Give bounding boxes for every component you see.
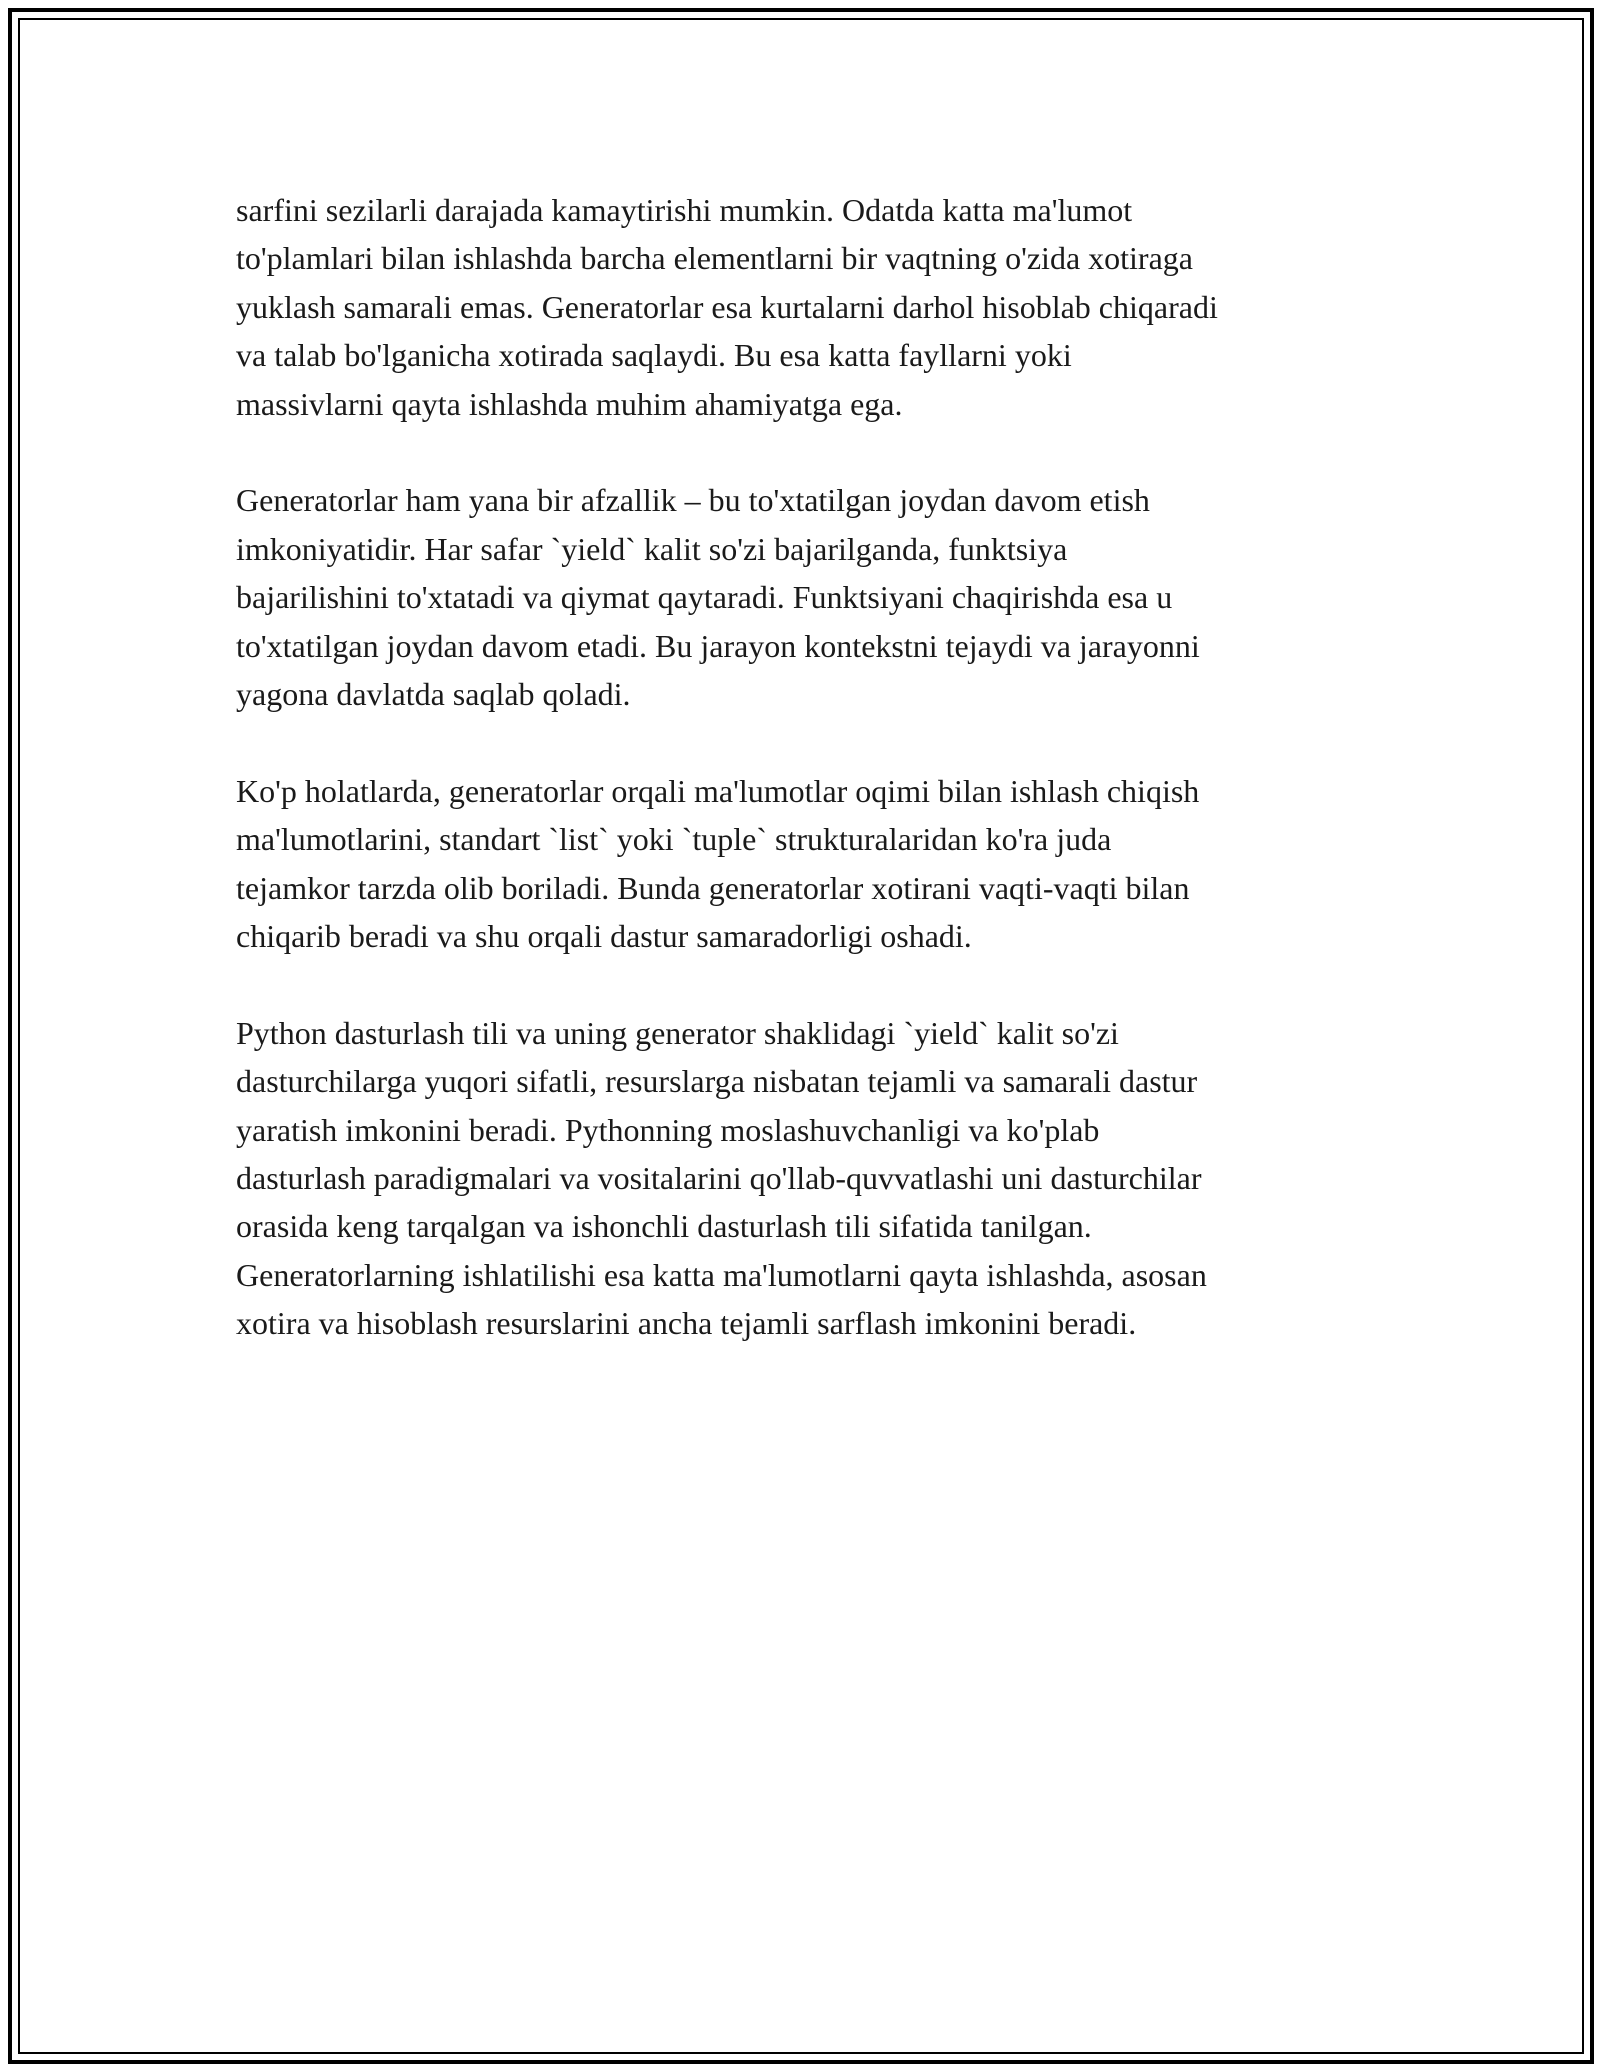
- paragraph-2: [236, 476, 1376, 718]
- text-line: to'plamlari bilan ishlashda barcha elementlarni bir vaqtning o'zida xotiraga: [236, 240, 1193, 277]
- document-body: [236, 186, 1376, 1396]
- text-line: to'xtatilgan joydan davom etadi. Bu jarayon kontekstni tejaydi va jarayonni: [236, 627, 1200, 664]
- text-line: Generatorlar ham yana bir afzallik – bu to'xtatilgan joydan davom etish: [236, 482, 1150, 519]
- paragraph-3: [236, 767, 1376, 961]
- paragraph-1: [236, 186, 1376, 428]
- text-line: tejamkor tarzda olib boriladi. Bunda generatorlar xotirani vaqti-vaqti bilan: [236, 869, 1190, 906]
- text-line: orasida keng tarqalgan va ishonchli dasturlash tili sifatida tanilgan.: [236, 1208, 1092, 1245]
- text-line: ma'lumotlarini, standart `list` yoki `tuple` strukturalaridan ko'ra juda: [236, 821, 1112, 858]
- text-line: dasturchilarga yuqori sifatli, resurslarga nisbatan tejamli va samarali dastur: [236, 1063, 1198, 1100]
- text-line: Python dasturlash tili va uning generator shaklidagi `yield` kalit so'zi: [236, 1014, 1119, 1051]
- text-line: massivlarni qayta ishlashda muhim ahamiyatga ega.: [236, 385, 903, 422]
- text-line: chiqarib beradi va shu orqali dastur samaradorligi oshadi.: [236, 918, 972, 955]
- text-line: dasturlash paradigmalari va vositalarini qo'llab-quvvatlashi uni dasturchilar: [236, 1160, 1202, 1197]
- text-line: yuklash samarali emas. Generatorlar esa kurtalarni darhol hisoblab chiqaradi: [236, 288, 1218, 325]
- text-line: sarfini sezilarli darajada kamaytirishi mumkin. Odatda katta ma'lumot: [236, 192, 1133, 228]
- text-line: Ko'p holatlarda, generatorlar orqali ma'lumotlar oqimi bilan ishlash chiqish: [236, 772, 1200, 809]
- text-line: bajarilishini to'xtatadi va qiymat qaytaradi. Funktsiyani chaqirishda esa u: [236, 579, 1173, 616]
- text-line: xotira va hisoblash resurslarini ancha tejamli sarflash imkonini beradi.: [236, 1305, 1137, 1342]
- text-line: Generatorlarning ishlatilishi esa katta ma'lumotlarni qayta ishlashda, asosan: [236, 1256, 1207, 1293]
- text-line: imkoniyatidir. Har safar `yield` kalit so'zi bajarilganda, funktsiya: [236, 530, 1068, 567]
- paragraph-4: [236, 1009, 1376, 1348]
- text-line: va talab bo'lganicha xotirada saqlaydi. Bu esa katta fayllarni yoki: [236, 337, 1072, 374]
- text-line: yaratish imkonini beradi. Pythonning moslashuvchanligi va ko'plab: [236, 1111, 1100, 1148]
- text-line: yagona davlatda saqlab qoladi.: [236, 676, 631, 713]
